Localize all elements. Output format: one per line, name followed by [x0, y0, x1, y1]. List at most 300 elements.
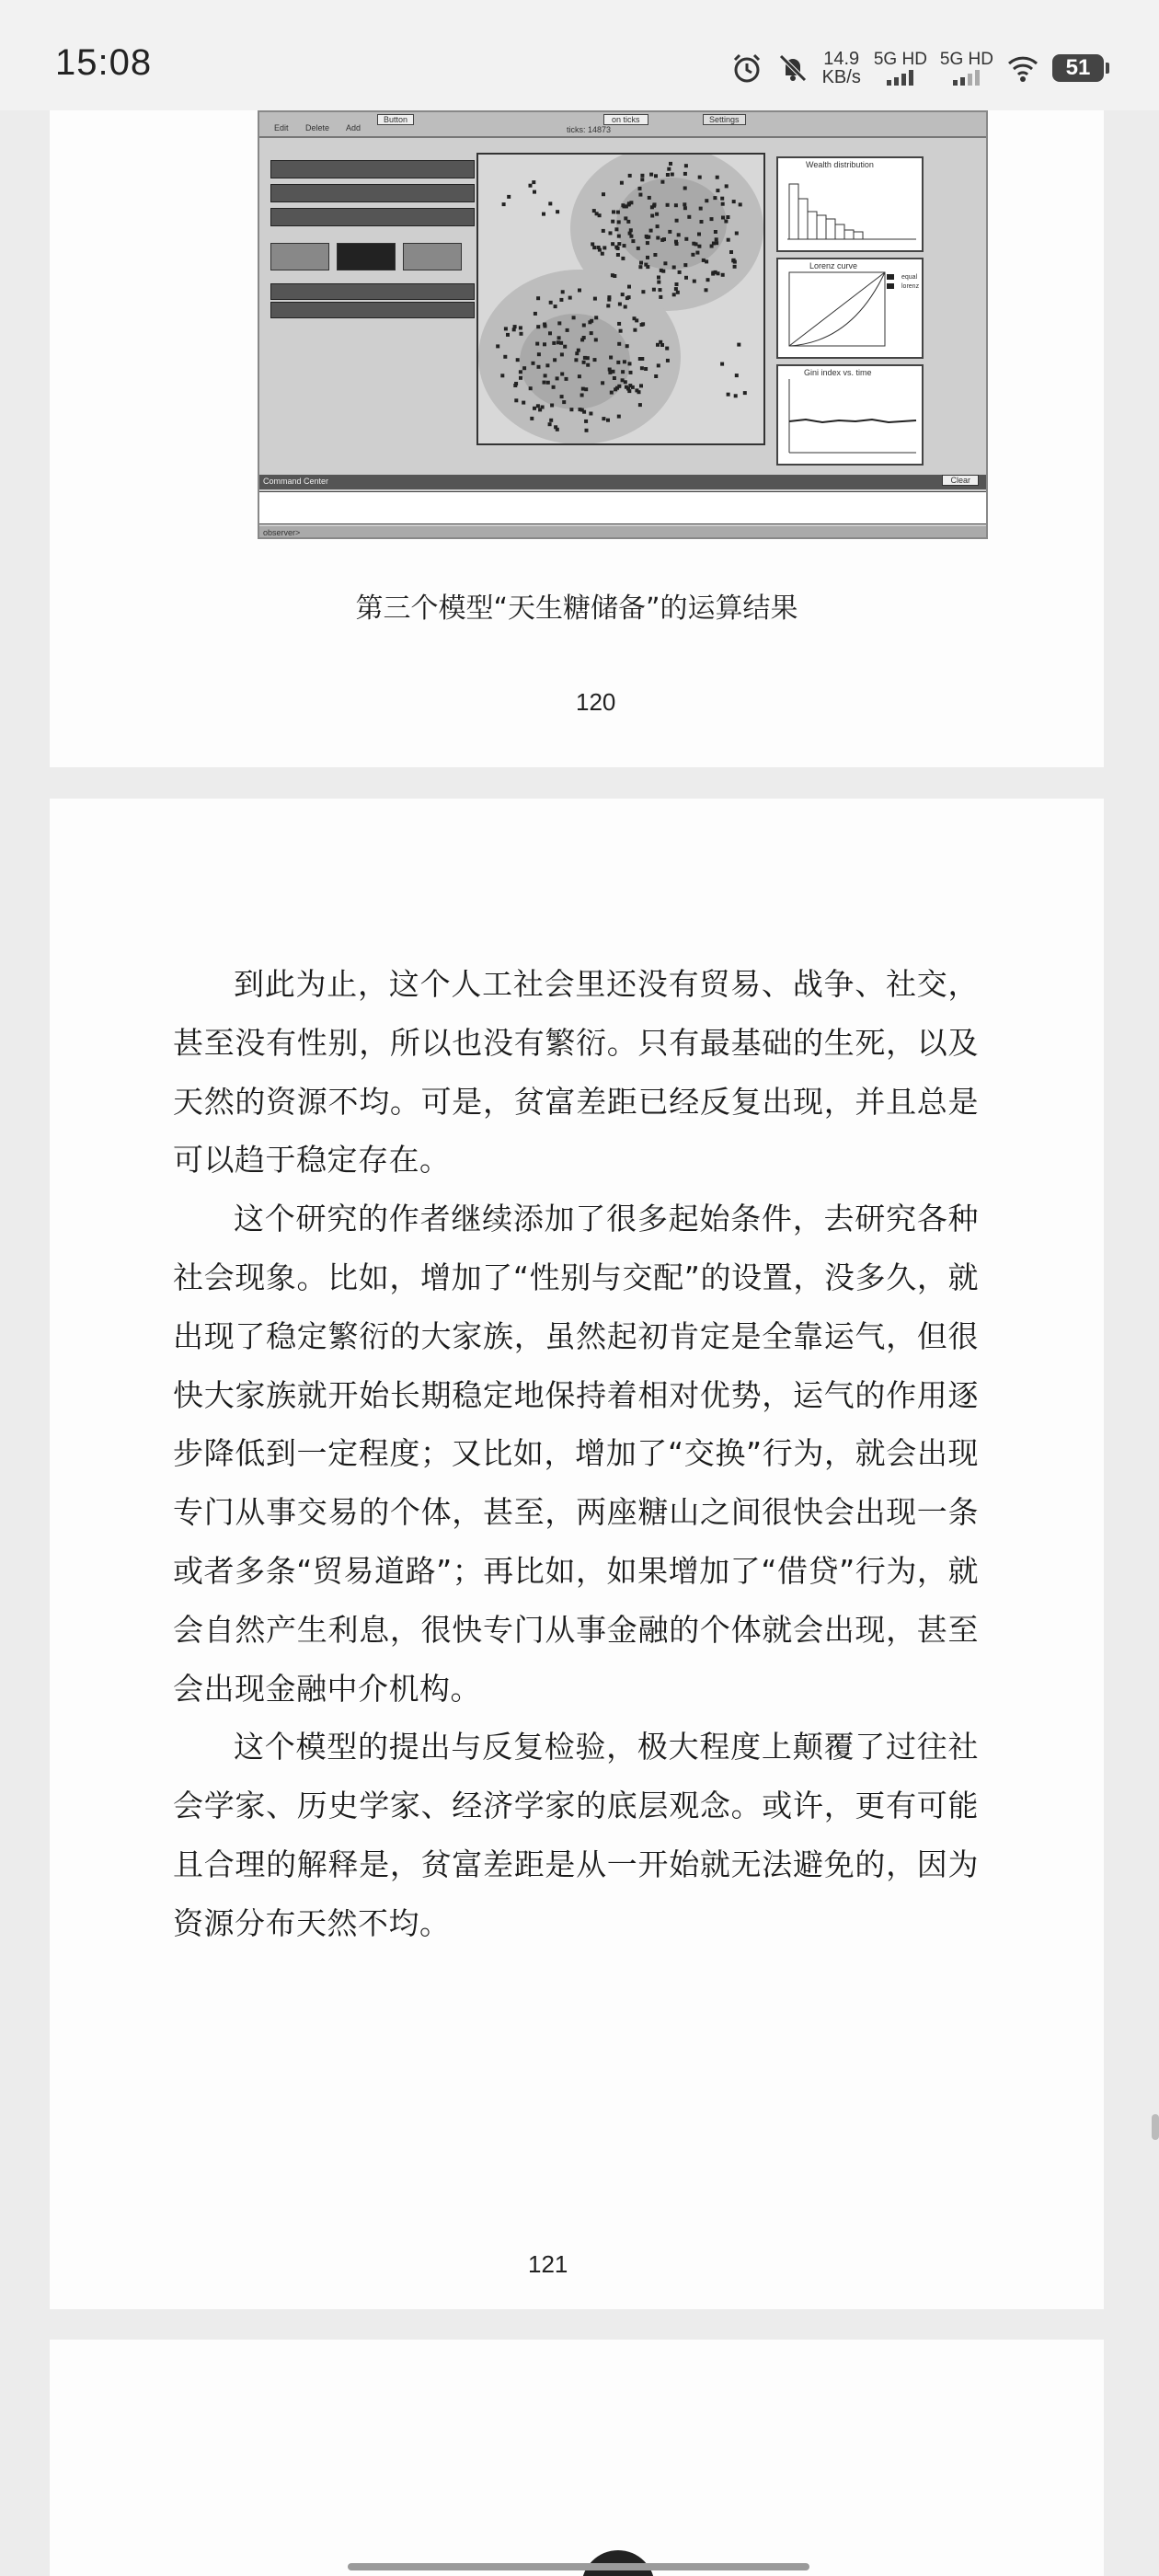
- agent-dot: [582, 336, 586, 339]
- agent-dot: [544, 374, 547, 377]
- agent-dot: [675, 219, 679, 223]
- agent-dot: [684, 276, 688, 280]
- agent-dot: [548, 422, 552, 426]
- agent-dot: [727, 393, 730, 397]
- agent-dot: [594, 316, 598, 319]
- agent-dot: [548, 331, 552, 335]
- mute-icon: [776, 52, 809, 85]
- agent-dot: [649, 173, 653, 177]
- agent-dot: [697, 245, 701, 248]
- agent-dot: [625, 296, 629, 300]
- agent-dot: [654, 174, 658, 178]
- agent-dot: [672, 293, 676, 296]
- agent-dot: [535, 342, 539, 346]
- agent-dot: [598, 248, 602, 252]
- home-indicator[interactable]: [348, 2563, 809, 2570]
- agent-dot: [552, 341, 556, 345]
- agent-dot: [623, 244, 626, 247]
- agent-dot: [714, 230, 717, 234]
- agent-dot: [702, 259, 706, 262]
- figure-button: [337, 243, 396, 270]
- agent-dot: [522, 401, 525, 405]
- agent-dot: [657, 276, 660, 280]
- page-body-text: [173, 955, 979, 1953]
- agent-dot: [650, 214, 654, 218]
- agent-dot: [710, 217, 714, 221]
- agent-dot: [641, 290, 645, 293]
- signal-bars-icon: [940, 69, 993, 86]
- agent-dot: [624, 216, 627, 220]
- agent-dot: [674, 287, 678, 291]
- agent-dot: [638, 357, 642, 361]
- figure-chooser: [270, 283, 475, 300]
- agent-dot: [561, 290, 565, 293]
- agent-dot: [553, 358, 557, 362]
- agent-dot: [625, 344, 629, 348]
- agent-dot: [683, 202, 686, 206]
- agent-dot: [656, 343, 660, 347]
- agent-dot: [554, 305, 557, 308]
- agent-dot: [683, 172, 687, 176]
- signal-bars-icon: [874, 69, 927, 86]
- agent-dot: [629, 201, 633, 204]
- agent-dot: [663, 261, 667, 265]
- agent-dot: [613, 376, 616, 380]
- figure-toolbar: Edit Delete Add Button ticks: 14873 on ticks Settings: [259, 112, 986, 138]
- agent-dot: [637, 390, 641, 394]
- figure-slider: [270, 160, 475, 178]
- agent-dot: [653, 253, 657, 257]
- figure-slider: [270, 208, 475, 226]
- agent-dot: [557, 340, 560, 344]
- agent-dot: [621, 257, 625, 260]
- agent-dot: [557, 336, 561, 339]
- agent-dot: [586, 363, 590, 367]
- agent-dot: [500, 374, 504, 377]
- agent-dot: [732, 259, 736, 262]
- agent-dot: [683, 187, 687, 190]
- agent-dot: [608, 368, 612, 372]
- agent-dot: [735, 374, 739, 377]
- agent-dot: [580, 408, 584, 412]
- agent-dot: [711, 271, 715, 275]
- agent-dot: [594, 338, 598, 341]
- agent-dot: [674, 240, 678, 244]
- agent-dot: [557, 321, 561, 325]
- agent-dot: [556, 428, 559, 431]
- agent-dot: [684, 164, 688, 167]
- agent-dot: [716, 176, 719, 179]
- agent-dot: [612, 370, 615, 374]
- figure-caption: 第三个模型“天生糖储备”的运算结果: [355, 592, 798, 625]
- agent-dot: [638, 193, 642, 197]
- agent-dot: [683, 263, 687, 267]
- agent-dot: [638, 187, 642, 190]
- agent-dot: [616, 361, 620, 364]
- agent-dot: [582, 324, 586, 328]
- agent-dot: [659, 288, 662, 292]
- agent-dot: [666, 173, 670, 177]
- agent-dot: [644, 367, 648, 371]
- agent-dot: [655, 213, 659, 216]
- agent-dot: [729, 250, 733, 254]
- agent-dot: [621, 293, 625, 296]
- agent-dot: [654, 374, 658, 378]
- agent-dot: [560, 395, 564, 398]
- agent-dot: [602, 192, 605, 196]
- agent-dot: [559, 298, 563, 302]
- agent-dot: [543, 323, 546, 327]
- agent-dot: [626, 220, 630, 224]
- agent-dot: [657, 281, 660, 284]
- agent-dot: [537, 352, 541, 356]
- agent-dot: [506, 333, 510, 337]
- paragraph: 这个研究的作者继续添加了很多起始条件，去研究各种社会现象。比如，增加了“性别与交配”的设置，没多久，就出现了稳定繁衍的大家族，虽然起初肯定是全靠运气，但很快大家族就开始长期稳定地保持着相对优势，运气的作用逐步降低到一定程度；又比如，增加了“交换”行为，就会出现专门从事交易的个体，甚至，两座糖山之间很快会出现一条或者多条“贸易道路”；再比如，如果增加了“借贷”行为，就会自然产生利息，很快专门从事金融的个体就会出现，甚至会出现金融中介机构。: [173, 1201, 979, 1707]
- agent-dot: [726, 215, 729, 219]
- agent-dot: [659, 295, 662, 299]
- agent-dot: [628, 174, 632, 178]
- agent-dot: [514, 398, 518, 402]
- agent-dot: [676, 291, 680, 294]
- agent-dot: [549, 419, 553, 422]
- agent-dot: [614, 227, 618, 231]
- agent-dot: [693, 280, 696, 283]
- agent-dot: [665, 347, 669, 351]
- agent-dot: [660, 180, 664, 184]
- paragraph: 到此为止，这个人工社会里还没有贸易、战争、社交，甚至没有性别，所以也没有繁衍。只有最基础的生死，以及天然的资源不均。可是，贫富差距已经反复出现，并且总是可以趋于稳定存在。: [173, 966, 979, 1179]
- agent-dot: [639, 384, 643, 387]
- page-number: 120: [576, 688, 616, 716]
- agent-dot: [592, 209, 596, 213]
- agent-dot: [529, 184, 533, 188]
- agent-dot: [721, 273, 725, 277]
- agent-dot: [700, 220, 704, 224]
- agent-dot: [519, 326, 522, 329]
- agent-dot: [582, 361, 586, 364]
- agent-dot: [678, 270, 682, 274]
- agent-dot: [637, 247, 640, 250]
- agent-dot: [631, 385, 635, 389]
- agent-dot: [556, 210, 559, 213]
- agent-dot: [683, 206, 687, 210]
- agent-dot: [724, 220, 728, 224]
- agent-dot: [613, 274, 616, 278]
- agent-dot: [672, 266, 676, 270]
- agent-dot: [591, 242, 594, 246]
- agent-dot: [675, 282, 679, 286]
- agent-dot: [652, 288, 656, 292]
- agent-dot: [712, 242, 716, 246]
- agent-dot: [529, 386, 533, 390]
- agent-dot: [716, 189, 719, 192]
- agent-dot: [546, 381, 550, 385]
- agent-dot: [633, 328, 637, 332]
- agent-dot: [602, 229, 605, 233]
- agent-dot: [560, 373, 564, 376]
- figure-button: [403, 243, 462, 270]
- battery-indicator: 51: [1052, 54, 1104, 82]
- agent-dot: [566, 328, 569, 332]
- agent-dot: [610, 391, 614, 395]
- agent-dot: [616, 253, 620, 257]
- agent-dot: [617, 322, 621, 326]
- agent-dot: [733, 265, 737, 269]
- agent-dot: [549, 301, 553, 305]
- agent-dot: [687, 215, 691, 219]
- agent-dot: [649, 229, 653, 233]
- agent-dot: [516, 358, 520, 362]
- agent-dot: [572, 316, 576, 319]
- agent-dot: [735, 232, 739, 236]
- agent-dot: [695, 251, 699, 255]
- agent-dot: [519, 376, 522, 380]
- observer-bar: [259, 526, 986, 539]
- agent-dot: [633, 316, 637, 320]
- agent-dot: [536, 404, 540, 408]
- agent-dot: [602, 417, 605, 420]
- agent-dot: [656, 236, 660, 240]
- agent-dot: [699, 207, 703, 211]
- agent-dot: [537, 365, 541, 369]
- agent-dot: [601, 252, 604, 256]
- alarm-icon: [730, 52, 763, 85]
- agent-dot: [646, 256, 649, 259]
- agent-dot: [602, 246, 606, 249]
- agent-dot: [621, 370, 625, 374]
- agent-dot: [580, 394, 584, 397]
- agent-dot: [550, 404, 554, 408]
- simulation-screenshot-figure: Edit Delete Add Button ticks: 14873 on ticks Settings Wealth distribution Lorenz curve equal lorenz Gini index vs. time Command Center Clear observer>: [258, 110, 988, 539]
- agent-dot: [638, 265, 642, 269]
- book-page-next: [50, 2340, 1104, 2576]
- agent-dot: [606, 304, 610, 307]
- agent-dot: [628, 232, 632, 236]
- agent-dot: [617, 385, 621, 388]
- lorenz-curve-plot: Lorenz curve equal lorenz: [776, 258, 924, 359]
- agent-dot: [590, 319, 593, 323]
- agent-dot: [616, 211, 620, 214]
- agent-dot: [507, 195, 511, 199]
- agent-dot: [657, 363, 660, 367]
- book-page-120: [50, 110, 1104, 767]
- agent-dot: [624, 305, 627, 309]
- agent-dot: [519, 370, 522, 374]
- agent-dot: [639, 261, 643, 265]
- signal-1: 5G HD: [874, 51, 927, 86]
- agent-dot: [612, 210, 615, 213]
- agent-dot: [640, 366, 644, 370]
- agent-dot: [569, 408, 573, 411]
- agent-dot: [671, 173, 674, 177]
- figure-world-view: [476, 153, 765, 445]
- agent-dot: [617, 342, 621, 346]
- agent-dot: [684, 237, 688, 241]
- agent-dot: [732, 200, 736, 203]
- agent-dot: [503, 355, 507, 359]
- agent-dot: [668, 230, 671, 234]
- agent-dot: [706, 278, 710, 282]
- agent-dot: [737, 343, 740, 347]
- agent-dot: [542, 213, 545, 216]
- agent-dot: [666, 359, 670, 362]
- agent-dot: [629, 371, 633, 374]
- agent-dot: [606, 419, 610, 422]
- agent-dot: [653, 202, 657, 206]
- agent-dot: [617, 242, 621, 246]
- command-input-area: [259, 491, 986, 524]
- figure-chooser: [270, 302, 475, 318]
- agent-dot: [617, 235, 621, 238]
- agent-dot: [669, 162, 672, 166]
- agent-dot: [697, 233, 701, 236]
- agent-dot: [513, 384, 517, 387]
- agent-dot: [543, 342, 546, 346]
- agent-dot: [586, 356, 590, 360]
- agent-dot: [575, 351, 579, 355]
- agent-dot: [646, 236, 649, 239]
- agent-dot: [534, 312, 537, 316]
- agent-dot: [623, 360, 626, 363]
- agent-dot: [620, 181, 624, 185]
- agent-dot: [609, 356, 613, 360]
- gini-index-plot: Gini index vs. time: [776, 364, 924, 466]
- agent-dot: [721, 202, 725, 206]
- agent-dot: [538, 408, 542, 411]
- agent-dot: [727, 238, 730, 242]
- agent-dot: [628, 362, 632, 365]
- agent-dot: [578, 289, 581, 293]
- agent-dot: [574, 358, 578, 362]
- status-icons: [730, 48, 1104, 88]
- agent-dot: [641, 322, 645, 326]
- agent-dot: [568, 296, 572, 300]
- agent-dot: [698, 176, 702, 179]
- agent-dot: [532, 362, 535, 365]
- agent-dot: [533, 190, 536, 194]
- agent-dot: [609, 231, 613, 235]
- agent-dot: [616, 247, 620, 250]
- agent-dot: [660, 238, 664, 242]
- agent-dot: [621, 203, 625, 207]
- agent-dot: [666, 203, 670, 207]
- agent-dot: [512, 328, 516, 331]
- wealth-distribution-plot: Wealth distribution: [776, 156, 924, 252]
- agent-dot: [584, 420, 588, 423]
- agent-dot: [611, 220, 614, 224]
- agent-dot: [496, 344, 499, 348]
- signal-2: 5G HD: [940, 51, 993, 86]
- agent-dot: [713, 196, 717, 200]
- agent-dot: [578, 374, 581, 378]
- scroll-indicator[interactable]: [1152, 2114, 1159, 2140]
- agent-dot: [743, 391, 747, 395]
- book-page-121: [50, 799, 1104, 2309]
- network-speed: 14.9 KB/s: [821, 49, 861, 87]
- agent-dot: [692, 242, 695, 246]
- agent-dot: [533, 407, 536, 410]
- clock: 15:08: [55, 42, 153, 83]
- agent-dot: [691, 253, 694, 257]
- agent-dot: [536, 296, 540, 300]
- agent-dot: [624, 380, 627, 384]
- agent-dot: [545, 363, 549, 367]
- agent-dot: [607, 295, 611, 299]
- agent-dot: [721, 216, 725, 220]
- agent-dot: [660, 269, 663, 272]
- agent-dot: [725, 184, 729, 188]
- agent-dot: [614, 387, 617, 391]
- status-bar: [0, 0, 1159, 110]
- agent-dot: [617, 220, 621, 224]
- agent-dot: [705, 288, 708, 292]
- agent-dot: [619, 329, 623, 333]
- agent-dot: [593, 297, 597, 301]
- agent-dot: [563, 345, 567, 349]
- agent-dot: [638, 403, 642, 407]
- agent-dot: [589, 412, 592, 416]
- agent-dot: [581, 387, 585, 391]
- agent-dot: [656, 224, 660, 228]
- agent-dot: [577, 349, 580, 352]
- agent-dot: [590, 331, 593, 335]
- agent-dot: [739, 202, 742, 206]
- agent-dot: [565, 377, 568, 381]
- paragraph: 这个模型的提出与反复检验，极大程度上颠覆了过往社会学家、历史学家、经济学家的底层观念。或许，更有可能且合理的解释是，贫富差距是从一开始就无法避免的，因为资源分布天然不均。: [173, 1729, 979, 1941]
- agent-dot: [592, 246, 596, 249]
- clear-label: Clear: [942, 475, 979, 486]
- agent-dot: [556, 376, 559, 380]
- agent-dot: [644, 263, 648, 267]
- agent-dot: [631, 239, 635, 243]
- agent-dot: [601, 381, 604, 385]
- agent-dot: [720, 362, 724, 366]
- agent-dot: [705, 199, 708, 202]
- agent-dot: [552, 385, 556, 389]
- agent-dot: [520, 332, 523, 336]
- agent-dot: [593, 358, 597, 362]
- page-number: 121: [528, 2250, 568, 2278]
- agent-dot: [532, 180, 535, 184]
- agent-dot: [720, 197, 724, 201]
- agent-dot: [715, 237, 718, 241]
- agent-dot: [502, 202, 506, 206]
- agent-dot: [504, 327, 508, 330]
- agent-dot: [617, 415, 621, 419]
- agent-dot: [522, 366, 526, 370]
- agent-dot: [530, 417, 534, 420]
- agent-dot: [611, 242, 614, 246]
- agent-dot: [640, 174, 644, 178]
- wifi-icon: [1006, 52, 1039, 85]
- agent-dot: [543, 381, 546, 385]
- agent-dot: [677, 233, 681, 236]
- agent-dot: [648, 196, 651, 200]
- agent-dot: [618, 303, 622, 306]
- agent-dot: [536, 325, 540, 328]
- command-center-bar: [259, 475, 986, 489]
- agent-dot: [734, 394, 738, 397]
- agent-dot: [640, 178, 644, 181]
- agent-dot: [667, 167, 671, 171]
- agent-dot: [562, 400, 566, 404]
- agent-dot: [660, 343, 664, 347]
- figure-slider: [270, 184, 475, 202]
- agent-dot: [548, 201, 552, 205]
- world-agents: [478, 155, 763, 443]
- agent-dot: [560, 352, 564, 356]
- figure-button: [270, 243, 329, 270]
- agent-dot: [646, 241, 649, 245]
